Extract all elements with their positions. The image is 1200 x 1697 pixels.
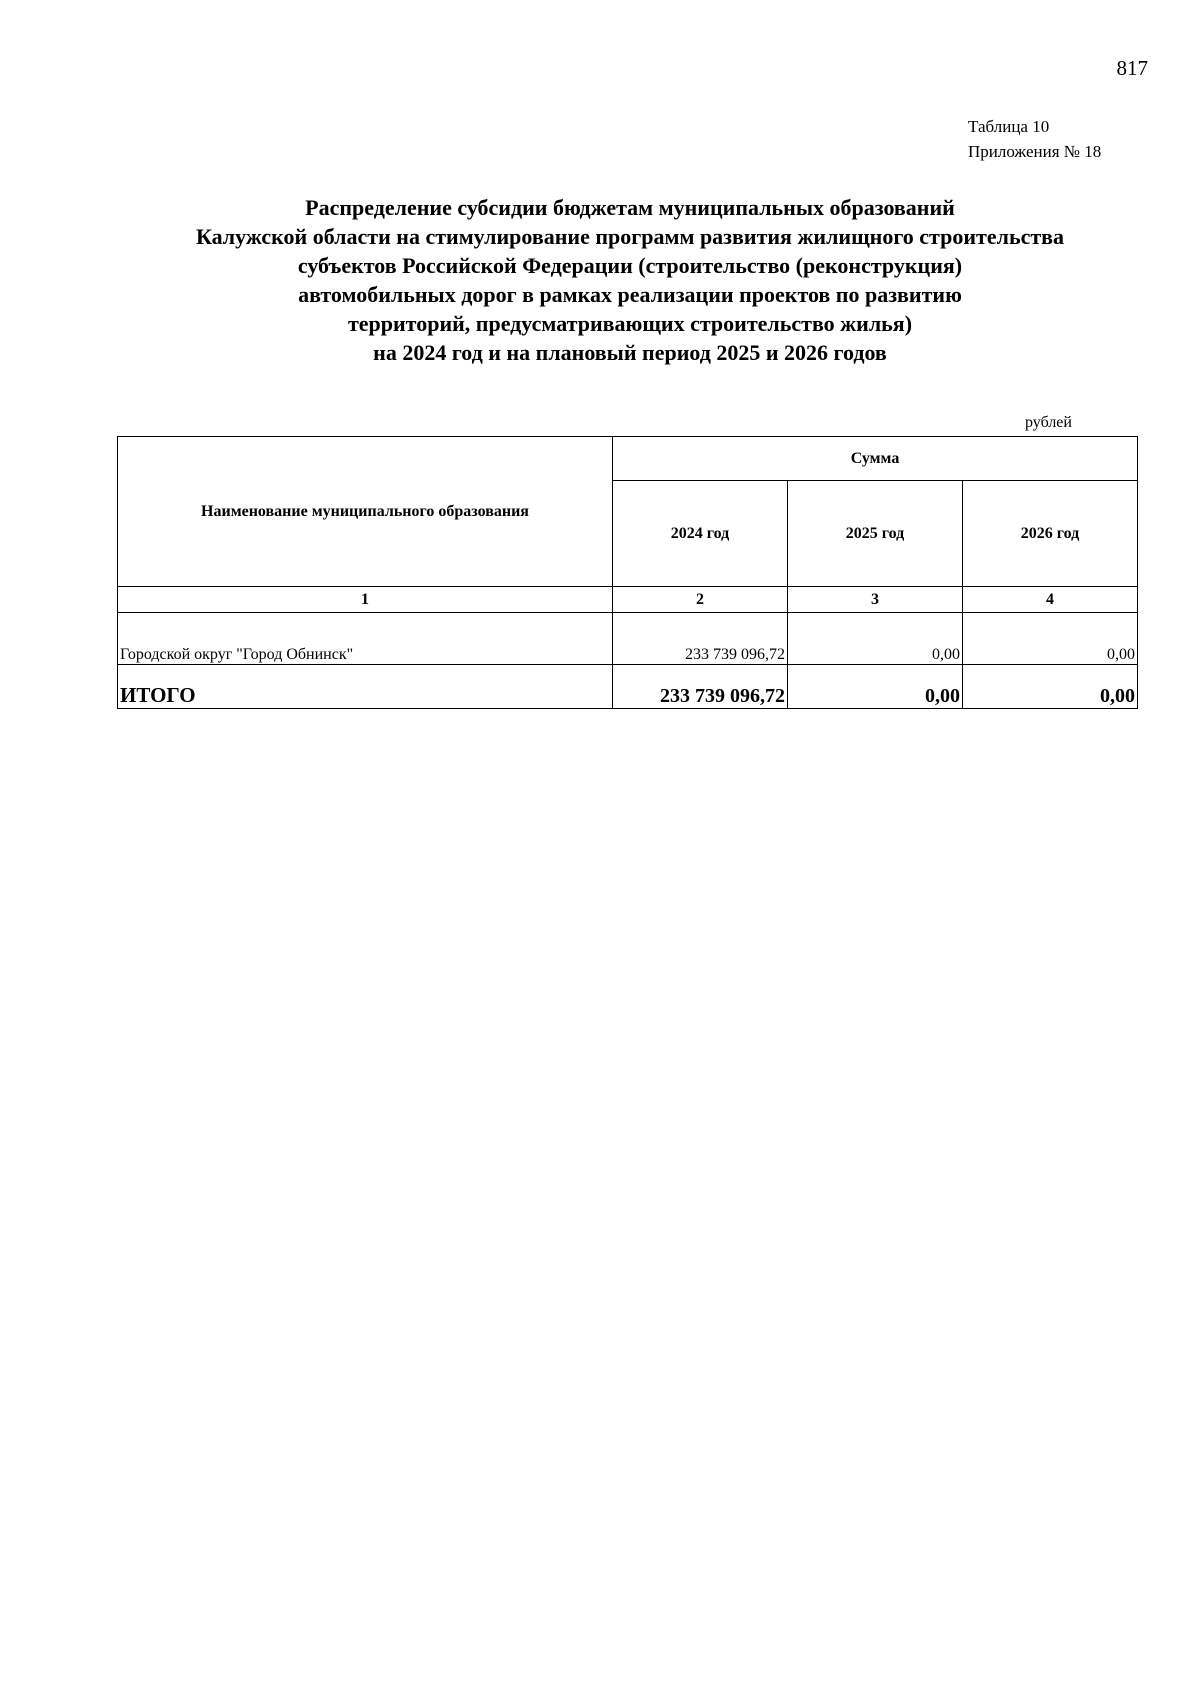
- column-number: 2: [613, 587, 788, 613]
- table-reference-line1: Таблица 10: [968, 117, 1050, 136]
- total-2024: 233 739 096,72: [613, 665, 788, 709]
- total-label: ИТОГО: [118, 665, 613, 709]
- value-2026: 0,00: [963, 613, 1138, 665]
- total-2025: 0,00: [788, 665, 963, 709]
- header-year-2024: 2024 год: [613, 481, 788, 587]
- table-reference-line2: Приложения № 18: [968, 142, 1102, 161]
- page-number: 817: [1116, 56, 1148, 80]
- header-year-2025: 2025 год: [788, 481, 963, 587]
- title-line: Распределение субсидии бюджетам муниципальных образований: [305, 195, 955, 220]
- title-line: автомобильных дорог в рамках реализации проектов по развитию: [298, 282, 962, 307]
- value-2025: 0,00: [788, 613, 963, 665]
- header-municipality-name: Наименование муниципального образования: [118, 437, 613, 587]
- header-year-2026: 2026 год: [963, 481, 1138, 587]
- document-title: [120, 193, 1140, 367]
- column-number: 3: [788, 587, 963, 613]
- table-row: [118, 613, 1138, 665]
- subsidy-table: [117, 436, 1138, 709]
- value-2024: 233 739 096,72: [613, 613, 788, 665]
- title-line: территорий, предусматривающих строительство жилья): [347, 311, 913, 336]
- total-2026: 0,00: [963, 665, 1138, 709]
- unit-label: рублей: [1025, 414, 1072, 431]
- title-line: субъектов Российской Федерации (строительство (реконструкция): [297, 253, 963, 278]
- column-number: 1: [118, 587, 613, 613]
- municipality-name: Городской округ "Город Обнинск": [118, 613, 613, 665]
- title-line: Калужской области на стимулирование программ развития жилищного строительства: [195, 224, 1065, 249]
- header-sum: Сумма: [613, 437, 1138, 481]
- title-line: на 2024 год и на плановый период 2025 и 2026 годов: [373, 340, 887, 365]
- table-reference: [968, 114, 1101, 164]
- column-number: 4: [963, 587, 1138, 613]
- total-row: [118, 665, 1138, 709]
